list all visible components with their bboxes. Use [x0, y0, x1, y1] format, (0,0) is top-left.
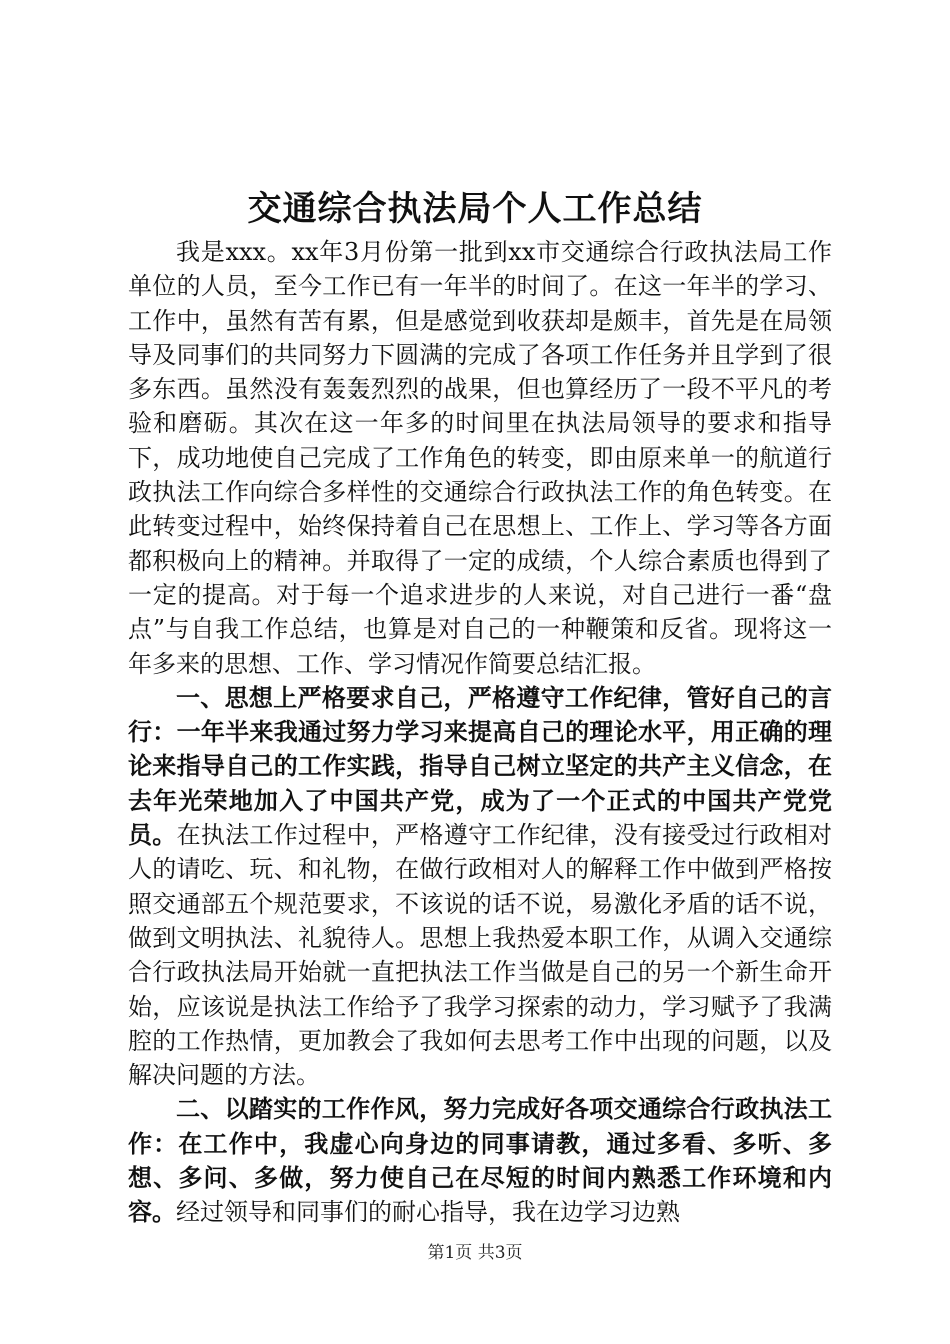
- section-two-heading: 二、以踏实的工作作风，努力完成好各项交通综合行政执法工作：在工作中，我虚心向身边的同事请教，通过多看、多听、多想、多问、多做，努力使自己在尽短的时间内熟悉工作环境和内容。: [128, 1094, 832, 1227]
- section-one-heading: 一、思想上严格要求自己，严格遵守工作纪律，管好自己的言行：一年半来我通过努力学习来提高自己的理论水平，用正确的理论来指导自己的工作实践，指导自己树立坚定的共产主义信念，在去年光荣地加入了中国共产党，成为了一个正式的中国共产党党员。: [128, 682, 832, 850]
- section-two-text: 经过领导和同事们的耐心指导，我在边学习边熟: [176, 1198, 680, 1227]
- document-body: [128, 235, 832, 1230]
- paragraph-intro: [128, 235, 832, 681]
- paragraph-intro-text: 我是xxx。xx年3月份第一批到xx市交通综合行政执法局工作单位的人员，至今工作已有一年半的时间了。在这一年半的学习、工作中，虽然有苦有累，但是感觉到收获却是颇丰，首先是在局领导及同事们的共同努力下圆满的完成了各项工作任务并且学到了很多东西。虽然没有轰轰烈烈的战果，但也算经历了一段不平凡的考验和磨砺。其次在这一年多的时间里在执法局领导的要求和指导下，成功地使自己完成了工作角色的转变，即由原来单一的航道行政执法工作向综合多样性的交通综合行政执法工作的角色转变。在此转变过程中，始终保持着自己在思想上、工作上、学习等各方面都积极向上的精神。并取得了一定的成绩，个人综合素质也得到了一定的提高。对于每一个追求进步的人来说，对自己进行一番“盘点”与自我工作总结，也算是对自己的一种鞭策和反省。现将这一年多来的思想、工作、学习情况作简要总结汇报。: [128, 238, 832, 678]
- paragraph-section-one: [128, 681, 832, 1093]
- paragraph-section-two: [128, 1092, 832, 1229]
- section-one-text: 在执法工作过程中，严格遵守工作纪律，没有接受过行政相对人的请吃、玩、和礼物，在做行政相对人的解释工作中做到严格按照交通部五个规范要求，不该说的话不说，易激化矛盾的话不说，做到文明执法、礼貌待人。思想上我热爱本职工作，从调入交通综合行政执法局开始就一直把执法工作当做是自己的另一个新生命开始，应该说是执法工作给予了我学习探索的动力，学习赋予了我满腔的工作热情，更加教会了我如何去思考工作中出现的问题，以及解决问题的方法。: [128, 821, 833, 1090]
- document-title: 交通综合执法局个人工作总结: [247, 189, 703, 229]
- page-number-footer: 第1页 共3页: [427, 1243, 523, 1263]
